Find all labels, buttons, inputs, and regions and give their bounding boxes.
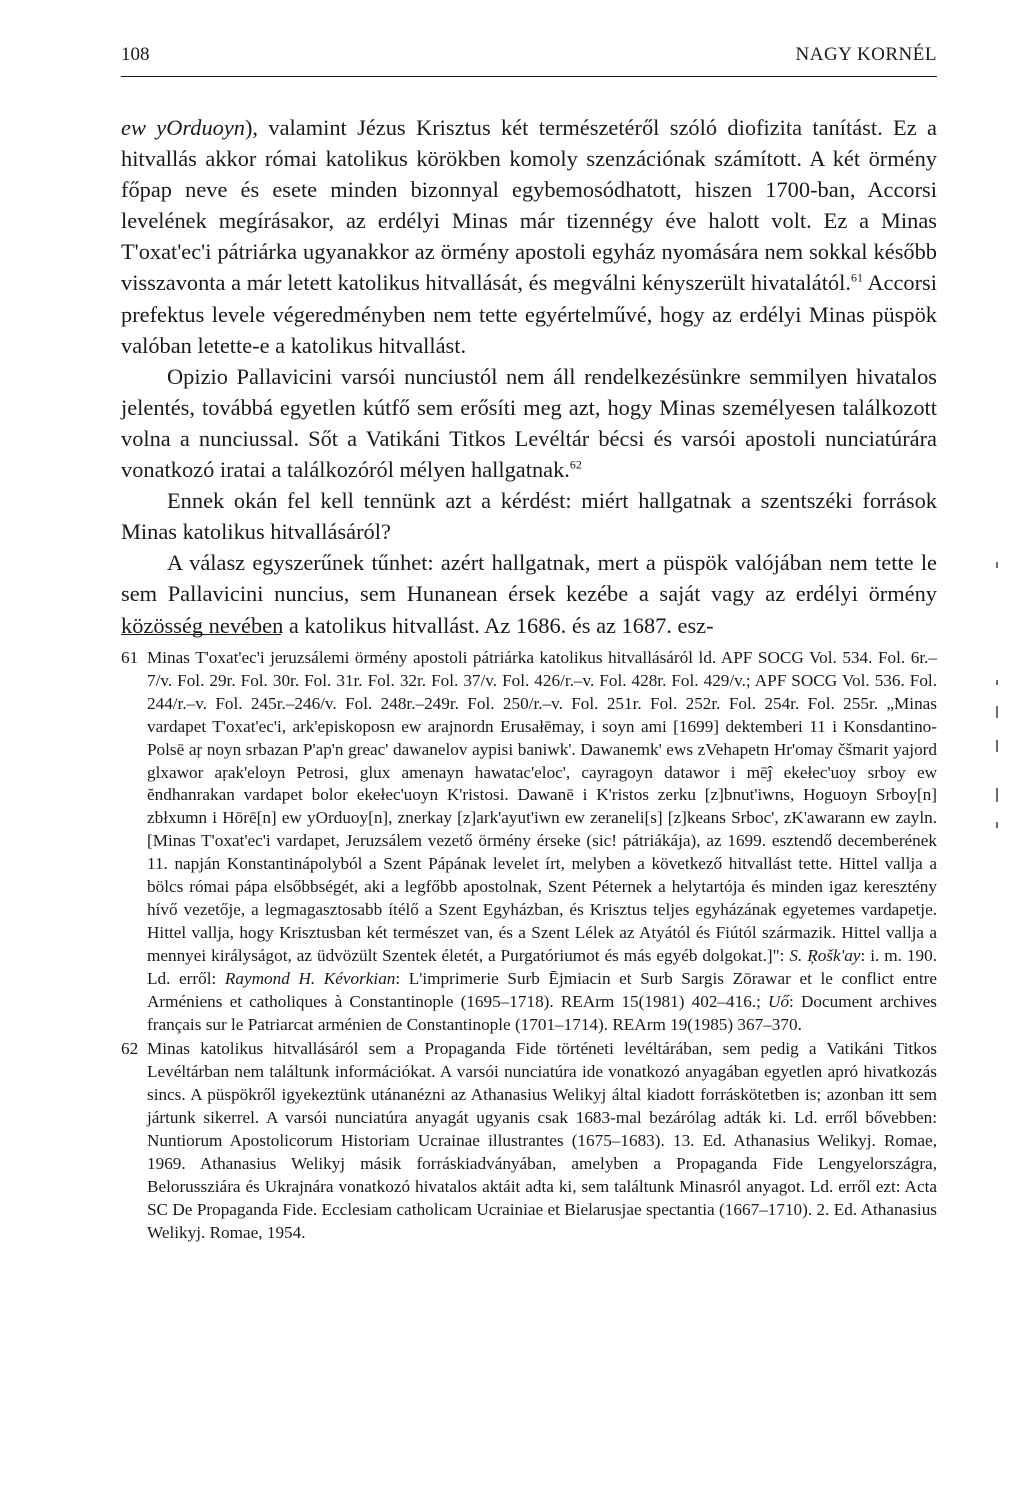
footnotes	[121, 647, 937, 1247]
footnote-62	[121, 1038, 937, 1244]
margin-mark	[996, 680, 998, 685]
footnote-number: 62	[121, 1039, 139, 1059]
footnote-61-text-c: : L'imprimerie Surb Ējmiacin et Surb Sargis Zōrawar et le conflict entre Arméniens et catholiques à Constantinople (1695–1718). REArm 15(1981) 402–416.;	[147, 968, 937, 1011]
footnote-ref-62[interactable]: 62	[569, 457, 582, 472]
paragraph-2	[121, 361, 937, 485]
margin-mark	[996, 706, 998, 718]
footnote-62-text: Minas katolikus hitvallásáról sem a Propaganda Fide történeti levéltárában, sem pedig a Vatikáni Titkos Levéltárban nem találtunk információkat. A varsói nunciatúra ide vonatkozó anyagában egyetlen apró hivatkozás sincs. A püspökről igyekeztünk utánanézni az Athanasius Welikyj által kiadott forráskötetben is; azonban itt sem jártunk sikerrel. A varsói nunciatúra anyagát ugyanis csak 1683-mal bezárólag adták ki. Ld. erről bővebben: Nuntiorum Apostolicorum Historiam Ucrainae illustrantes (1675–1683). 13. Ed. Athanasius Welikyj. Romae, 1969. Athanasius Welikyj másik forráskiadványában, amelyben a Propaganda Fide Lengyelországra, Belorussziára és Ukrajnára vonatkozó hivatalos aktáit adta ki, sem találtunk Minasról anyagot. Ld. erről ezt: Acta SC De Propaganda Fide. Ecclesiam catholicam Ucrainiae et Bielarusjae spectantia (1667–1710). 2. Ed. Athanasius Welikyj. Romae, 1954.	[147, 1039, 937, 1242]
footnote-61-author-2: Raymond H. Kévorkian	[224, 968, 396, 988]
footnote-61-text-a: Minas T'oxat'ec'i jeruzsálemi örmény apostoli pátriárka katolikus hitvallásáról ld. APF SOCG Vol. 534. Fol. 6r.–7/v. Fol. 29r. Fol. 30r. Fol. 31r. Fol. 32r. Fol. 37/v. Fol. 426/r.–v. Fol. 428r. Fol. 429/v.; APF SOCG Vol. 536. Fol. 244/r.–v. Fol. 245r.–246/v. Fol. 248r.–249r. Fol. 250/r.–v. Fol. 251r. Fol. 252r. Fol. 254r. Fol. 255r. „Minas vardapet T'oxat'ec'i, ark'episkoposn ew arajnordn Erusałēmay, i soyn ami [1699] dektemberi 11 i Konsdantino-Polsē aŗ noyn srbazan P'ap'n greac' dawanelov aypisi baniwk'. Dawanemk' ews zVehapetn Hr'omay čšmarit yajord glxawor aŗak'eloyn Petrosi, glux amenayn hawatac'eloc', cayragoyn datawor i mēĵ ekełec'uoy srboy ew ĕndhanrakan vardapet bolor ekełec'uoyn K'ristosi. Dawanē i K'ristos zerku [z]bnut'iwns, Hoguoyn Srboy[n] zbłxumn i Hōrē[n] ew yOrduoy[n], znerkay [z]ark'ayut'iwn ew zeraneli[s] [z]keans Srboc', zK'awarann ew zayln. [Minas T'oxat'ec'i vardapet, Jeruzsálem vezető örmény érseke (sic! pátriákája), az 1699. esztendő decemberének 11. napján Konstantinápolyból a Szent Pápának levelet írt, melyben a következő hitvallást tette. Hittel vallja a bölcs római pápa elsőbbségét, aki a legfőbb apostolnak, Szent Péternek a helytartója és minden igaz keresztény hívő vezetője, a legmagasztosabb ítélő a Szent Egyházban, és Krisztus teljes egyházának egyetemes vardapetje. Hittel vallja, hogy Krisztusban két természet van, és a Szent Lélek az Atyától és Fiútól származik. Hittel vallja a mennyei királyságot, az üdvözült Szentek életét, a Purgatóriumot és más egyéb dolgokat.]":	[147, 648, 937, 965]
italic-term: ew yOrduoyn	[121, 115, 245, 140]
footnote-61-text-d: : Document archives français sur le Patriarcat arménien de Constantinople (1701–1714). REArm 19(1985) 367–370.	[147, 991, 937, 1034]
footnote-61-author-1: S. Ŗošk'ay	[789, 945, 861, 965]
paragraph-3: Ennek okán fel kell tennünk azt a kérdést: miért hallgatnak a szentszéki források Minas katolikus hitvallásáról?	[121, 488, 937, 545]
paragraph-1-text: ), valamint Jézus Krisztus két természetéről szóló diofizita tanítást. Ez a hitvallás akkor római katolikus körökben komoly szenzációnak számított. A két örmény főpap neve és esete minden bizonnyal egybemosódhatott, hiszen 1700-ban, Accorsi levelének megírásakor, az erdélyi Minas már tizennégy éve halott volt. Ez a Minas T'oxat'ec'i pátriárka ugyanakkor az örmény apostoli egyház nyomására nem sokkal később visszavonta a már letett katolikus hitvallását, és megválni kényszerült hivatalától.	[121, 115, 937, 296]
page-number: 108	[121, 44, 150, 65]
footnote-61	[121, 647, 937, 1036]
running-head: NAGY KORNÉL	[795, 44, 937, 65]
footnote-ref-61[interactable]: 61	[850, 271, 863, 285]
paragraph-2-text: Opizio Pallavicini varsói nunciustól nem áll rendelkezésünkre semmilyen hivatalos jelentés, továbbá egyetlen kútfő sem erősíti meg azt, hogy Minas személyesen találkozott volna a nunciussal. Sőt a Vatikáni Titkos Levéltár bécsi és varsói apostoli nunciatúrára vonatkozó iratai a találkozóról mélyen hallgatnak.	[121, 363, 937, 483]
margin-mark	[996, 822, 998, 828]
footnote-rule	[121, 634, 281, 635]
margin-marks	[996, 560, 1008, 860]
footnote-61-text-b: : i. m. 190. Ld. erről:	[147, 945, 937, 988]
margin-mark	[996, 562, 998, 568]
margin-mark	[996, 740, 998, 752]
page-header	[121, 44, 937, 72]
paragraph-1	[121, 112, 937, 361]
footnote-61-author-3: Uő	[768, 991, 790, 1011]
body-text	[121, 112, 937, 641]
header-rule	[121, 76, 937, 77]
margin-mark	[996, 788, 998, 802]
footnote-number: 61	[121, 648, 139, 667]
paragraph-4: A válasz egyszerűnek tűnhet: azért hallgatnak, mert a püspök valójában nem tette le sem Pallavicini nuncius, sem Hunanean érsek kezébe a saját vagy az erdélyi örmény közösség nevében a katolikus hitvallást. Az 1686. és az 1687. esz-	[121, 550, 937, 638]
paragraph-1-tail: Accorsi prefektus levele végeredményben nem tette egyértelművé, hogy az erdélyi Minas püspök valóban letette-e a katolikus hitvallást.	[121, 270, 937, 358]
